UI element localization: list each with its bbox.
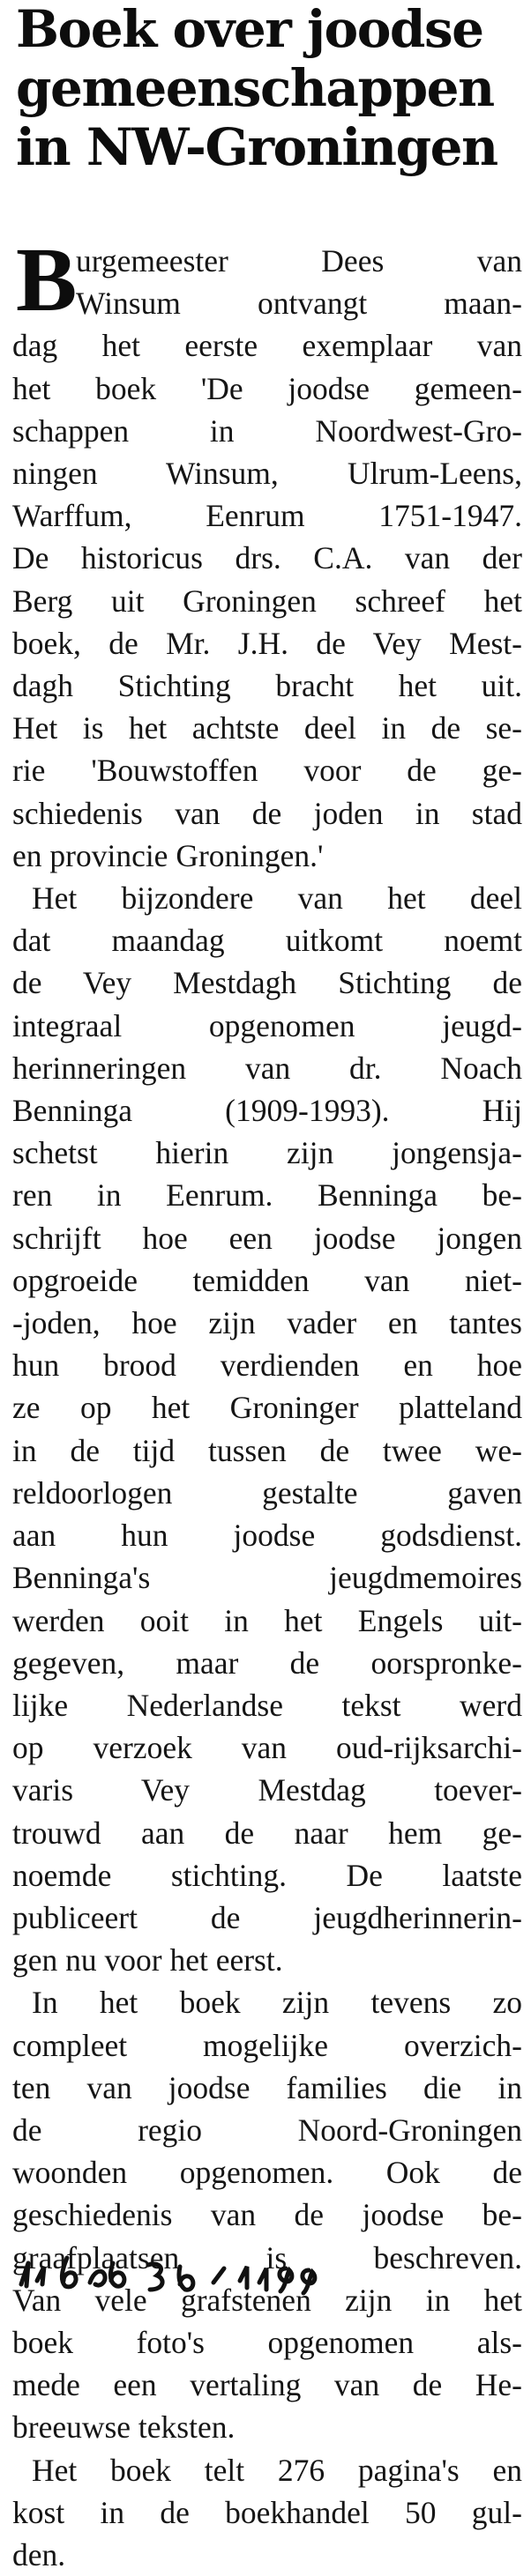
text-line: Berg uit Groningen schreef het: [12, 583, 522, 619]
text-line: ren in Eenrum. Benninga be-: [12, 1177, 522, 1214]
text-line: schiedenis van de joden in stad: [12, 795, 522, 831]
article-paragraph: [12, 240, 522, 877]
text-line: Benninga (1909-1993). Hij: [12, 1093, 522, 1129]
text-line: rie 'Bouwstoffen voor de ge-: [12, 753, 522, 789]
text-line: Het bijzondere van het deel: [32, 880, 522, 917]
text-line: ningen Winsum, Ulrum-Leens,: [12, 456, 522, 492]
text-line: reldoorlogen gestalte gaven: [12, 1474, 522, 1511]
text-line: de regio Noord-Groningen: [12, 2112, 522, 2148]
text-line: breeuwse teksten.: [12, 2409, 236, 2446]
text-line: de Vey Mestdagh Stichting de: [12, 965, 522, 1001]
text-line: schrijft hoe een joodse jongen: [12, 1220, 522, 1256]
text-line: noemde stichting. De laatste: [12, 1857, 522, 1893]
text-line: Warffum, Eenrum 1751-1947.: [12, 498, 522, 534]
text-line: den.: [12, 2536, 66, 2572]
text-line: ten van joodse families die in: [12, 2069, 522, 2105]
text-line: op verzoek van oud-rijksarchi-: [12, 1730, 522, 1766]
text-line: ze op het Groninger platteland: [12, 1390, 522, 1426]
text-line: lijke Nederlandse tekst werd: [12, 1687, 522, 1723]
text-line: boek foto's opgenomen als-: [12, 2324, 522, 2360]
text-line: boek, de Mr. J.H. de Vey Mest-: [12, 625, 522, 661]
text-line: Het boek telt 276 pagina's en: [32, 2452, 522, 2488]
text-line: schappen in Noordwest-Gro-: [12, 412, 522, 449]
text-line: gegeven, maar de oorspronke-: [12, 1644, 522, 1681]
text-line: opgroeide temidden van niet-: [12, 1262, 522, 1298]
text-line: integraal opgenomen jeugd-: [12, 1007, 522, 1043]
text-line: trouwd aan de naar hem ge-: [12, 1815, 522, 1851]
article-paragraph: [12, 2449, 522, 2576]
text-line: werden ooit in het Engels uit-: [12, 1602, 522, 1638]
headline-line: Boek over joodse: [16, 0, 483, 59]
text-line: kost in de boekhandel 50 gul-: [12, 2494, 522, 2530]
text-line: dag het eerste exemplaar van: [12, 328, 522, 364]
article-paragraph: [12, 877, 522, 1981]
text-line: het boek 'De joodse gemeen-: [12, 370, 522, 406]
text-line: woonden opgenomen. Ook de: [12, 2155, 522, 2191]
text-line: in de tijd tussen de twee we-: [12, 1432, 522, 1468]
text-line: schetst hierin zijn jongensja-: [12, 1135, 522, 1171]
text-line: hun brood verdienden en hoe: [12, 1347, 522, 1384]
text-line: publiceert de jeugdherinnerin-: [12, 1899, 522, 1935]
text-line: De historicus drs. C.A. van der: [12, 540, 522, 576]
text-line: en provincie Groningen.': [12, 837, 324, 873]
text-line: geschiedenis van de joodse be-: [12, 2197, 522, 2233]
text-line: varis Vey Mestdag toever-: [12, 1772, 522, 1808]
text-line: dat maandag uitkomt noemt: [12, 923, 522, 959]
headline-line: in NW-Groningen: [16, 117, 497, 177]
article-paragraph: [12, 1981, 522, 2448]
text-line: Van vele grafstenen zijn in het: [12, 2282, 522, 2318]
article-body: [12, 229, 522, 2576]
paragraphs: [12, 240, 522, 2576]
text-line: aan hun joodse godsdienst.: [12, 1518, 522, 1554]
handwritten-annotation: [16, 2246, 333, 2298]
text-line: mede een vertaling van de He-: [12, 2367, 522, 2403]
text-line: -joden, hoe zijn vader en tantes: [12, 1305, 522, 1341]
text-line: dagh Stichting bracht het uit.: [12, 668, 522, 704]
headline: [16, 0, 523, 177]
headline-line: gemeenschappen: [16, 58, 494, 118]
text-line: herinneringen van dr. Noach: [12, 1050, 522, 1086]
text-line: Het is het achtste deel in de se-: [12, 710, 522, 746]
text-line: urgemeester Dees van: [76, 243, 522, 278]
text-line: compleet mogelijke overzich-: [12, 2027, 522, 2063]
text-line: Winsum ontvangt maan-: [76, 286, 522, 322]
text-line: Benninga's jeugdmemoires: [12, 1560, 522, 1596]
drop-cap: B: [16, 229, 78, 330]
text-line: graafplaatsen is beschreven.: [12, 2239, 522, 2275]
text-line: In het boek zijn tevens zo: [32, 1985, 522, 2021]
text-line: gen nu voor het eerst.: [12, 1942, 283, 1978]
